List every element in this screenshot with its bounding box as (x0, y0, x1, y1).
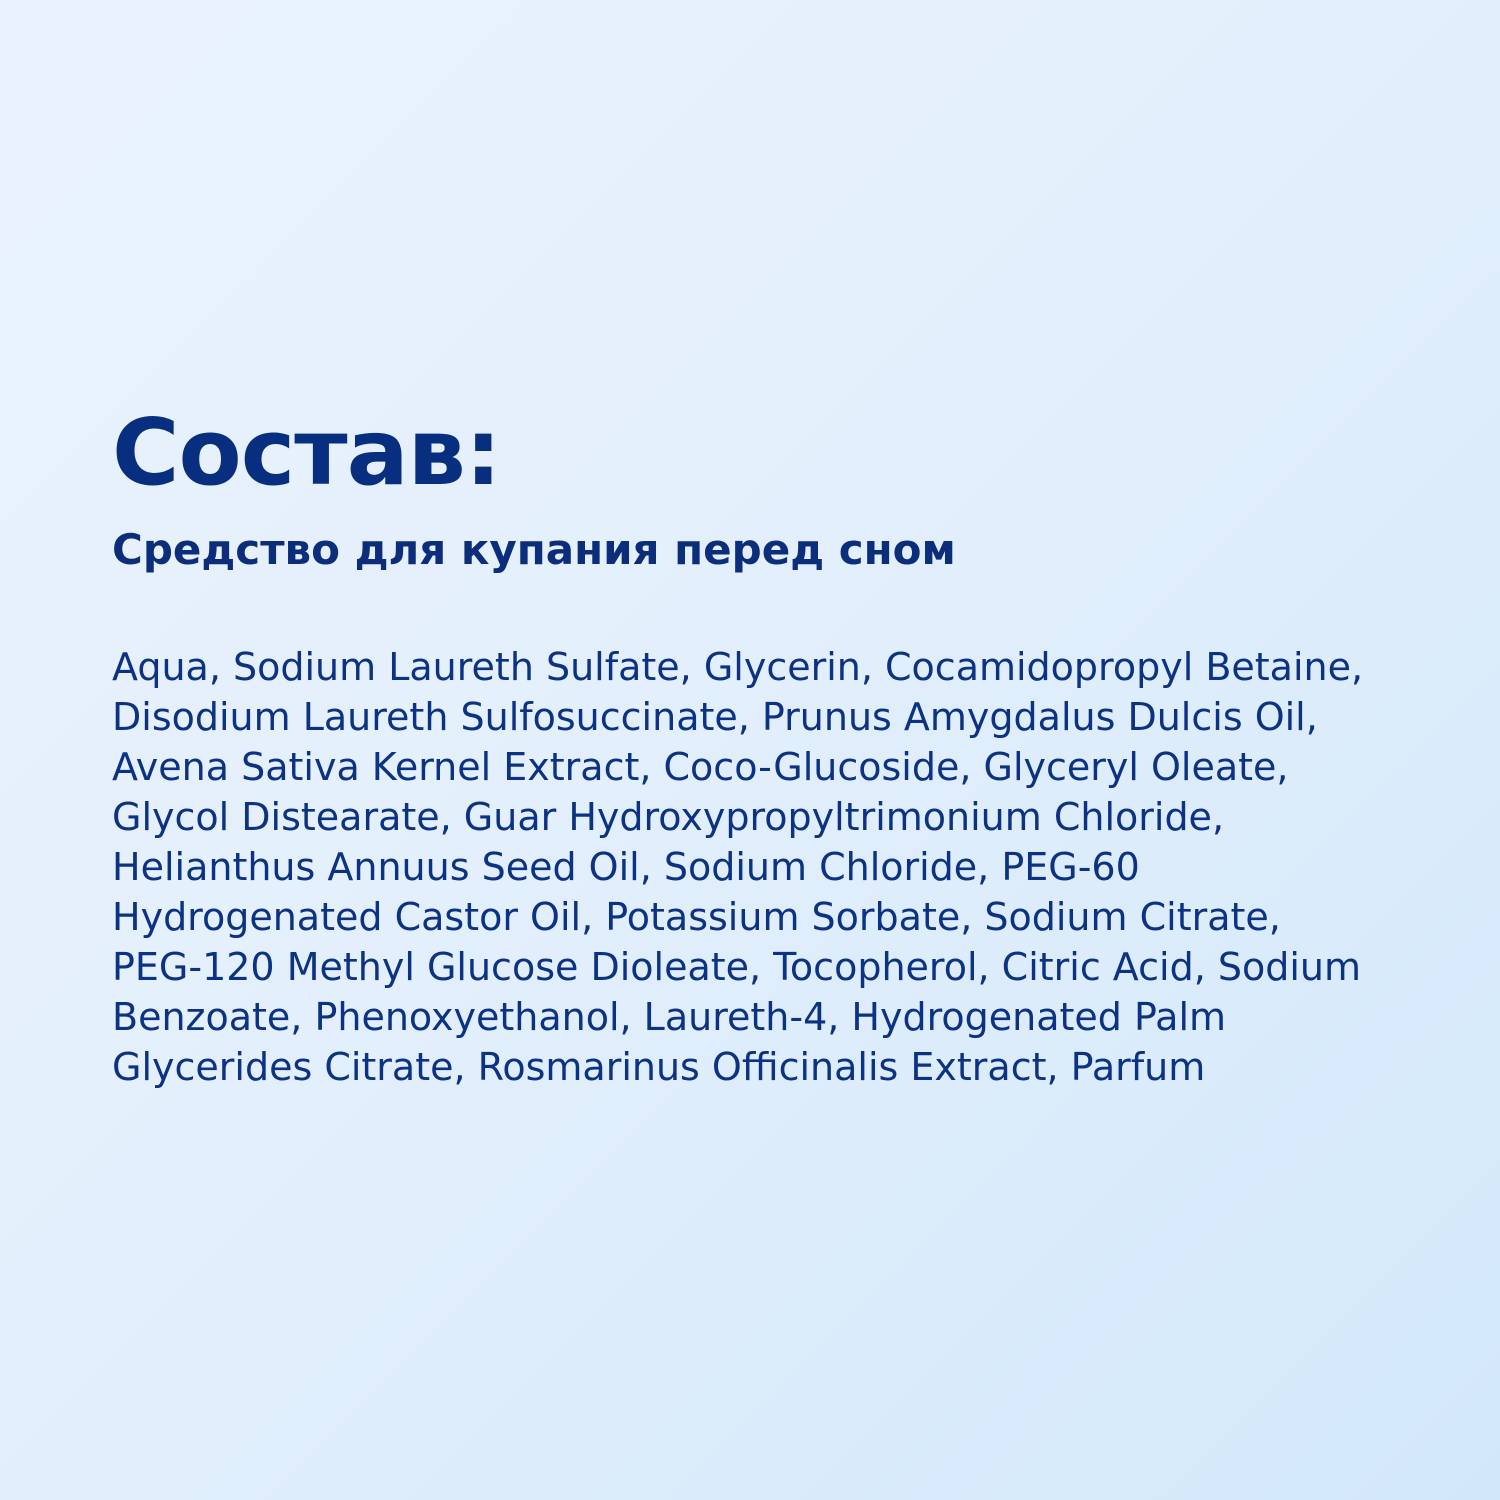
product-name: Средство для купания перед сном (112, 525, 956, 574)
ingredients-list: Aqua, Sodium Laureth Sulfate, Glycerin, Cocamidopropyl Betaine, Disodium Laureth Sulfosuccinate, Prunus Amygdalus Dulcis Oil, Avena Sativa Kernel Extract, Coco-Glucoside, Glyceryl Oleate, Glycol Distearate, Guar Hydroxypropyltrimonium Chloride, Helianthus Annuus Seed Oil, Sodium Chloride, PEG-60 Hydrogenated Castor Oil, Potassium Sorbate, Sodium Citrate, PEG-120 Methyl Glucose Dioleate, Tocopherol, Citric Acid, Sodium Benzoate, Phenoxyethanol, Laureth-4, Hydrogenated Palm Glycerides Citrate, Rosmarinus Officinalis Extract, Parfum (112, 645, 1364, 1089)
composition-card (112, 398, 1372, 1092)
page-title: Состав: (112, 399, 501, 506)
